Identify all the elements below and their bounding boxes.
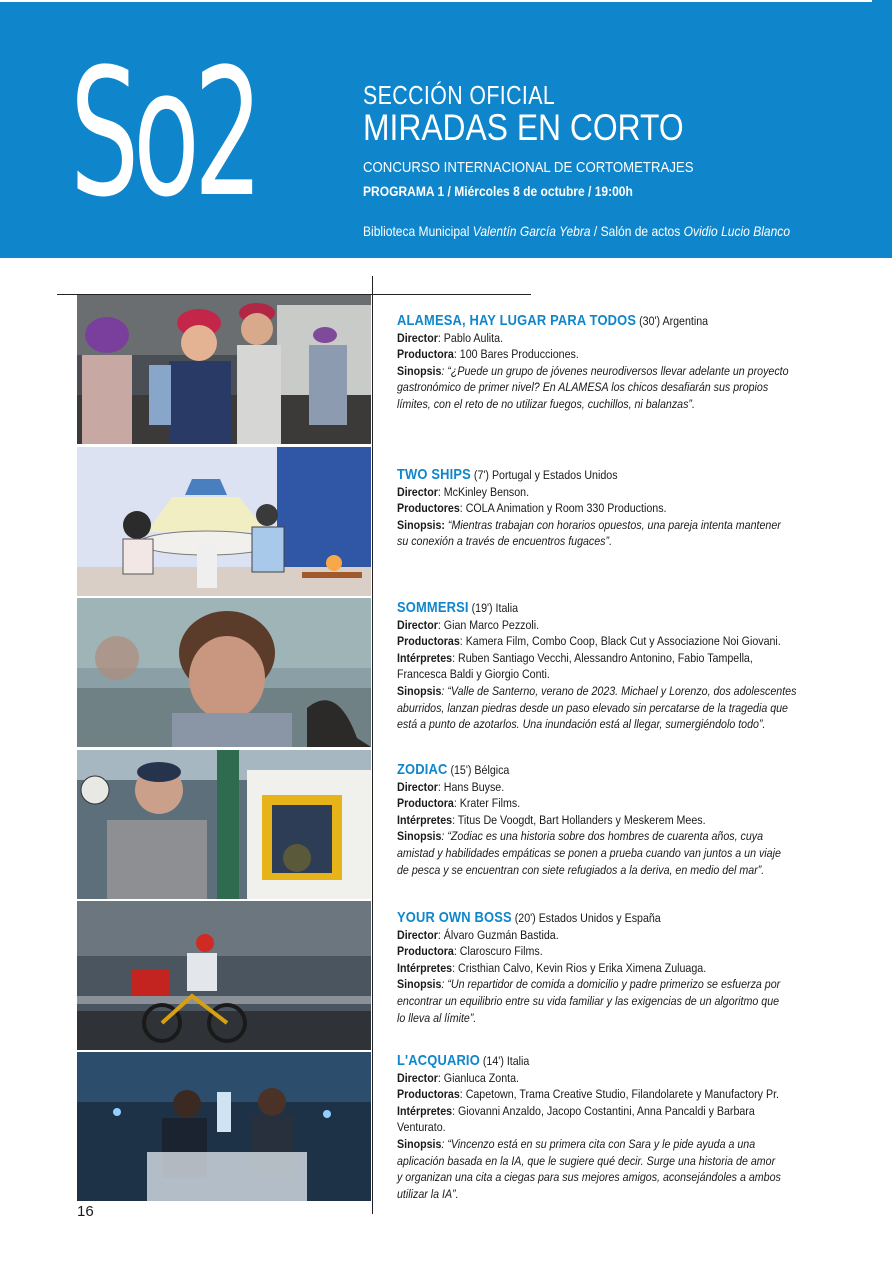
film-title: ALAMESA, HAY LUGAR PARA TODOS: [397, 312, 637, 329]
synopsis-label: Sinopsis: [397, 1136, 442, 1151]
synopsis-text: y organizan una cita a ciegas para sus mejores amigos, aconsejándoles a ambos: [397, 1170, 781, 1185]
page-number: 16: [77, 1203, 94, 1220]
credit-value: : Pablo Aulita.: [437, 330, 504, 345]
venue-line: [363, 223, 790, 239]
film-still-sommersi: [77, 598, 371, 747]
credit-value: : Gian Marco Pezzoli.: [437, 617, 540, 632]
film-entry: [397, 910, 827, 1026]
page-title: MIRADAS EN CORTO: [363, 107, 684, 148]
credit-value: : Titus De Voogdt, Bart Hollanders y Meskerem Mees.: [452, 812, 706, 827]
credit-value: : Cristhian Calvo, Kevin Rios y Erika Ximena Zuluaga.: [452, 960, 707, 975]
credit-label: Director: [397, 779, 438, 794]
venue-d: Ovidio Lucio Blanco: [683, 223, 791, 239]
film-title: TWO SHIPS: [397, 466, 471, 483]
synopsis-text: : “Zodiac es una historia sobre dos hombres de cuarenta años, cuya: [441, 829, 764, 844]
credit-value: : Krater Films.: [453, 796, 521, 811]
program-line: [363, 183, 633, 199]
credit-value: : Claroscuro Films.: [453, 944, 543, 959]
synopsis-text: : “Vincenzo está en su primera cita con Sara y le pide ayuda a una: [441, 1136, 756, 1151]
synopsis-text: “Mientras trabajan con horarios opuestos, una pareja intenta mantener: [444, 517, 781, 532]
film-title: L'ACQUARIO: [397, 1052, 480, 1069]
credit-label: Productora: [397, 944, 454, 959]
film-duration: (7'): [473, 468, 489, 482]
synopsis-text: : “¿Puede un grupo de jóvenes neurodiversos llevar adelante un proyecto: [441, 363, 789, 378]
program-label: PROGRAMA 1 /: [363, 183, 451, 199]
credit-value: : Giovanni Anzaldo, Jacopo Costantini, Anna Pancaldi y Barbara: [452, 1103, 755, 1118]
venue-a: Biblioteca Municipal: [363, 223, 470, 239]
column-divider: [372, 276, 373, 1214]
contest-label: CONCURSO INTERNACIONAL DE CORTOMETRAJES: [363, 159, 694, 176]
synopsis-label: Sinopsis: [397, 829, 442, 844]
credit-label: Director: [397, 330, 438, 345]
section-label: SECCIÓN OFICIAL: [363, 80, 556, 110]
film-still-alamesa: [77, 295, 371, 444]
synopsis-text: amistad y habilidades empáticas se ponen a prueba cuando van juntos a un viaje: [397, 845, 781, 860]
film-duration: (30'): [639, 314, 661, 328]
credit-value: : 100 Bares Producciones.: [453, 347, 579, 362]
synopsis-label: Sinopsis: [397, 683, 442, 698]
film-country: Argentina: [662, 314, 709, 328]
header-rule: [0, 0, 872, 2]
synopsis-label: Sinopsis:: [397, 517, 445, 532]
synopsis-label: Sinopsis: [397, 363, 442, 378]
header-band: [0, 0, 892, 258]
film-still-two-ships: [77, 447, 371, 596]
film-title: YOUR OWN BOSS: [397, 909, 512, 926]
credit-label: Director: [397, 617, 438, 632]
film-title: ZODIAC: [397, 761, 448, 778]
credit-label: Director: [397, 927, 438, 942]
credit-value: : Álvaro Guzmán Bastida.: [437, 927, 559, 942]
program-date: Miércoles 8 de octubre / 19:00h: [454, 183, 633, 199]
film-entry: [397, 762, 827, 878]
venue-c: / Salón de actos: [593, 223, 681, 239]
synopsis-text: : “Un repartidor de comida a domicilio y padre primerizo se esfuerza por: [441, 977, 781, 992]
film-duration: (19'): [471, 601, 493, 615]
film-country: Italia: [506, 1054, 530, 1068]
synopsis-text: su conexión a través de encuentros fugaces”.: [397, 534, 613, 549]
film-country: Portugal y Estados Unidos: [491, 468, 618, 482]
synopsis-text: : “Valle de Santerno, verano de 2023. Michael y Lorenzo, dos adolescentes: [441, 683, 797, 698]
credit-label: Productora: [397, 796, 454, 811]
credit-value: : Gianluca Zonta.: [437, 1070, 520, 1085]
film-duration: (15'): [450, 763, 472, 777]
film-entry: [397, 313, 827, 413]
film-entry: [397, 1053, 827, 1202]
credit-value: : Kamera Film, Combo Coop, Black Cut y Associazione Noi Giovani.: [459, 634, 781, 649]
synopsis-text: está a punto de azotarlos. Una inundación está al llegar, sumergiéndolo todo”.: [397, 717, 766, 732]
credit-value: : McKinley Benson.: [437, 484, 530, 499]
film-country: Italia: [495, 601, 519, 615]
credit-label: Intérpretes: [397, 1103, 453, 1118]
synopsis-text: límites, con el reto de no utilizar fuegos, cuchillos, ni balanzas”.: [397, 396, 695, 411]
synopsis-text: gastronómico de primer nivel? En ALAMESA los chicos desafiarán sus propios: [397, 380, 769, 395]
credit-label: Intérpretes: [397, 650, 453, 665]
credit-value: Francesca Baldi y Giorgio Conti.: [397, 667, 550, 682]
credit-label: Director: [397, 484, 438, 499]
synopsis-text: lo lleva al límite”.: [397, 1010, 477, 1025]
credit-value: Venturato.: [397, 1120, 446, 1135]
film-still-l-acquario: [77, 1052, 371, 1201]
film-title: SOMMERSI: [397, 599, 469, 616]
venue-b: Valentín García Yebra: [472, 223, 591, 239]
film-entry: [397, 600, 827, 733]
credit-label: Productoras: [397, 1087, 460, 1102]
credit-label: Director: [397, 1070, 438, 1085]
credit-label: Productora: [397, 347, 454, 362]
synopsis-text: aplicación basada en la IA, que le sugiere qué decir. Surge una historia de amor: [397, 1153, 776, 1168]
synopsis-label: Sinopsis: [397, 977, 442, 992]
section-code: So2: [70, 31, 257, 236]
film-still-zodiac: [77, 750, 371, 899]
credit-value: : Ruben Santiago Vecchi, Alessandro Antonino, Fabio Tampella,: [452, 650, 753, 665]
synopsis-text: de pesca y se encuentran con siete refugiados a la deriva, en medio del mar”.: [397, 862, 765, 877]
synopsis-text: encontrar un equilibrio entre su vida familiar y las exigencias de un algoritmo que: [397, 993, 780, 1008]
film-country: Estados Unidos y España: [538, 911, 661, 925]
film-duration: (20'): [514, 911, 536, 925]
film-duration: (14'): [482, 1054, 504, 1068]
credit-label: Productores: [397, 501, 460, 516]
credit-value: : Hans Buyse.: [437, 779, 505, 794]
film-still-your-own-boss: [77, 901, 371, 1050]
film-entry: [397, 467, 827, 550]
credit-value: : Capetown, Trama Creative Studio, Filandolarete y Manufactory Pr.: [459, 1087, 780, 1102]
credit-value: : COLA Animation y Room 330 Productions.: [459, 501, 667, 516]
synopsis-text: utilizar la IA”.: [397, 1186, 459, 1201]
credit-label: Productoras: [397, 634, 460, 649]
film-country: Bélgica: [474, 763, 510, 777]
credit-label: Intérpretes: [397, 960, 453, 975]
credit-label: Intérpretes: [397, 812, 453, 827]
synopsis-text: aburridos, lanzan piedras desde un paso elevado sin percatarse de la tragedia que: [397, 700, 788, 715]
